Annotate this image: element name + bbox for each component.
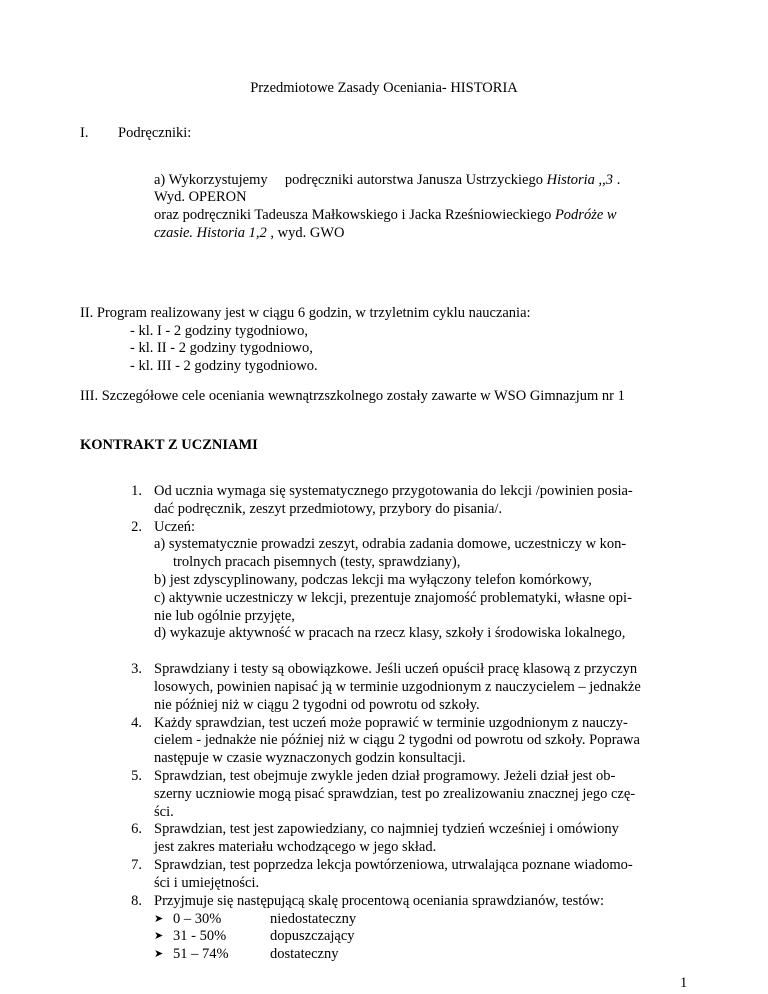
item-6-line-2: jest zakres materiału wchodzącego w jego skład. [154,839,437,855]
item-3-line-3: nie później niż w ciągu 2 tygodni od powrotu od szkoły. [154,697,480,713]
item-6-number: 6. [131,821,142,837]
item-4-line-1: Każdy sprawdzian, test uczeń może poprawić w terminie uzgodnionym z nauczy- [154,715,628,731]
textbook-line-2: Wyd. OPERON [154,189,247,205]
item-5-number: 5. [131,768,142,784]
textbook-line-3-start: oraz podręczniki Tadeusza Małkowskiego i Jacka Rześniowieckiego [154,207,552,223]
item-2-sub-a-1: a) systematycznie prowadzi zeszyt, odrabia zadania domowe, uczestniczy w kon- [154,536,627,552]
section-3: III. Szczegółowe cele oceniania wewnątrzszkolnego zostały zawarte w WSO Gimnazjum nr 1 [80,388,625,404]
item-5-line-3: ści. [154,804,174,820]
grade-range-2: 31 - 50% [173,928,227,944]
item-6-line-1: Sprawdzian, test jest zapowiedziany, co najmniej tydzień wcześniej i omówiony [154,821,619,837]
textbook-line-3-title: Podróże w [554,207,617,223]
item-8-number: 8. [131,893,142,909]
grade-range-1: 0 – 30% [173,911,222,927]
item-7-number: 7. [131,857,142,873]
page-number: 1 [680,975,688,991]
arrow-bullet-icon: ➤ [154,948,164,960]
section-2-intro: II. Program realizowany jest w ciągu 6 godzin, w trzyletnim cyklu nauczania: [80,305,531,321]
textbook-line-1-title: Historia ,,3 [546,172,614,188]
item-2-sub-a-2: trolnych pracach pisemnych (testy, sprawdziany), [173,554,461,570]
grade-range-3: 51 – 74% [173,946,229,962]
arrow-bullet-icon: ➤ [154,930,164,942]
item-1-number: 1. [131,483,142,499]
item-4-number: 4. [131,715,142,731]
section-1-numeral: I. [80,125,89,141]
grade-label-1: niedostateczny [270,911,357,927]
item-5-line-2: szerny uczniowie mogą pisać sprawdzian, test po zrealizowaniu znacznej jego czę- [154,786,636,802]
item-7-line-1: Sprawdzian, test poprzedza lekcja powtórzeniowa, utrwalająca poznane wiadomo- [154,857,633,873]
item-5-line-1: Sprawdzian, test obejmuje zwykle jeden dział programowy. Jeżeli dział jest ob- [154,768,616,784]
item-3-number: 3. [131,661,142,677]
textbook-line-3 [154,207,617,224]
program-item-2: - kl. II - 2 godziny tygodniowo, [130,340,313,356]
section-1-heading: Podręczniki: [118,125,192,141]
grade-label-2: dopuszczający [270,928,355,944]
item-7-line-2: ści i umiejętności. [154,875,260,891]
item-3-line-1: Sprawdziany i testy są obowiązkowe. Jeśli uczeń opuścił pracę klasową z przyczyn [154,661,638,677]
item-8-line-1: Przyjmuje się następującą skalę procentową oceniania sprawdzianów, testów: [154,893,605,909]
textbook-line-4-end: , wyd. GWO [266,225,345,241]
contract-heading: KONTRAKT Z UCZNIAMI [80,437,258,453]
textbook-line-4-title: czasie. Historia 1,2 [154,225,267,241]
item-3-line-2: losowych, powinien napisać ją w terminie uzgodnionym z nauczycielem – jednakże [154,679,641,695]
item-2-sub-c-2: nie lub ogólnie przyjęte, [154,608,295,624]
textbook-line-1-mid: podręczniki autorstwa Janusza Ustrzyckiego [284,172,543,188]
grade-label-3: dostateczny [270,946,339,962]
item-2-sub-d: d) wykazuje aktywność w pracach na rzecz klasy, szkoły i środowiska lokalnego, [154,625,626,641]
item-2-number: 2. [131,519,142,535]
program-item-3: - kl. III - 2 godziny tygodniowo. [130,358,318,374]
item-2-sub-c-1: c) aktywnie uczestniczy w lekcji, prezentuje znajomość problematyki, własne opi- [154,590,632,606]
page-title: Przedmiotowe Zasady Oceniania- HISTORIA [250,80,518,96]
item-4-line-3: następuje w czasie wyznaczonych godzin konsultacji. [154,750,466,766]
arrow-bullet-icon: ➤ [154,913,164,925]
item-2-line-1: Uczeń: [154,519,196,535]
item-4-line-2: cielem - jednakże nie później niż w ciągu 2 tygodni od powrotu od szkoły. Poprawa [154,732,640,748]
textbook-line-1-end: . [616,172,621,188]
textbook-line-4 [154,225,345,242]
program-item-1: - kl. I - 2 godziny tygodniowo, [130,323,309,339]
textbook-line-1 [154,172,620,189]
item-1-line-1: Od ucznia wymaga się systematycznego przygotowania do lekcji /powinien posia- [154,483,633,499]
item-2-sub-b: b) jest zdyscyplinowany, podczas lekcji ma wyłączony telefon komórkowy, [154,572,592,588]
textbook-line-1-start: a) Wykorzystujemy [154,172,268,188]
item-1-line-2: dać podręcznik, zeszyt przedmiotowy, przybory do pisania/. [154,501,503,517]
